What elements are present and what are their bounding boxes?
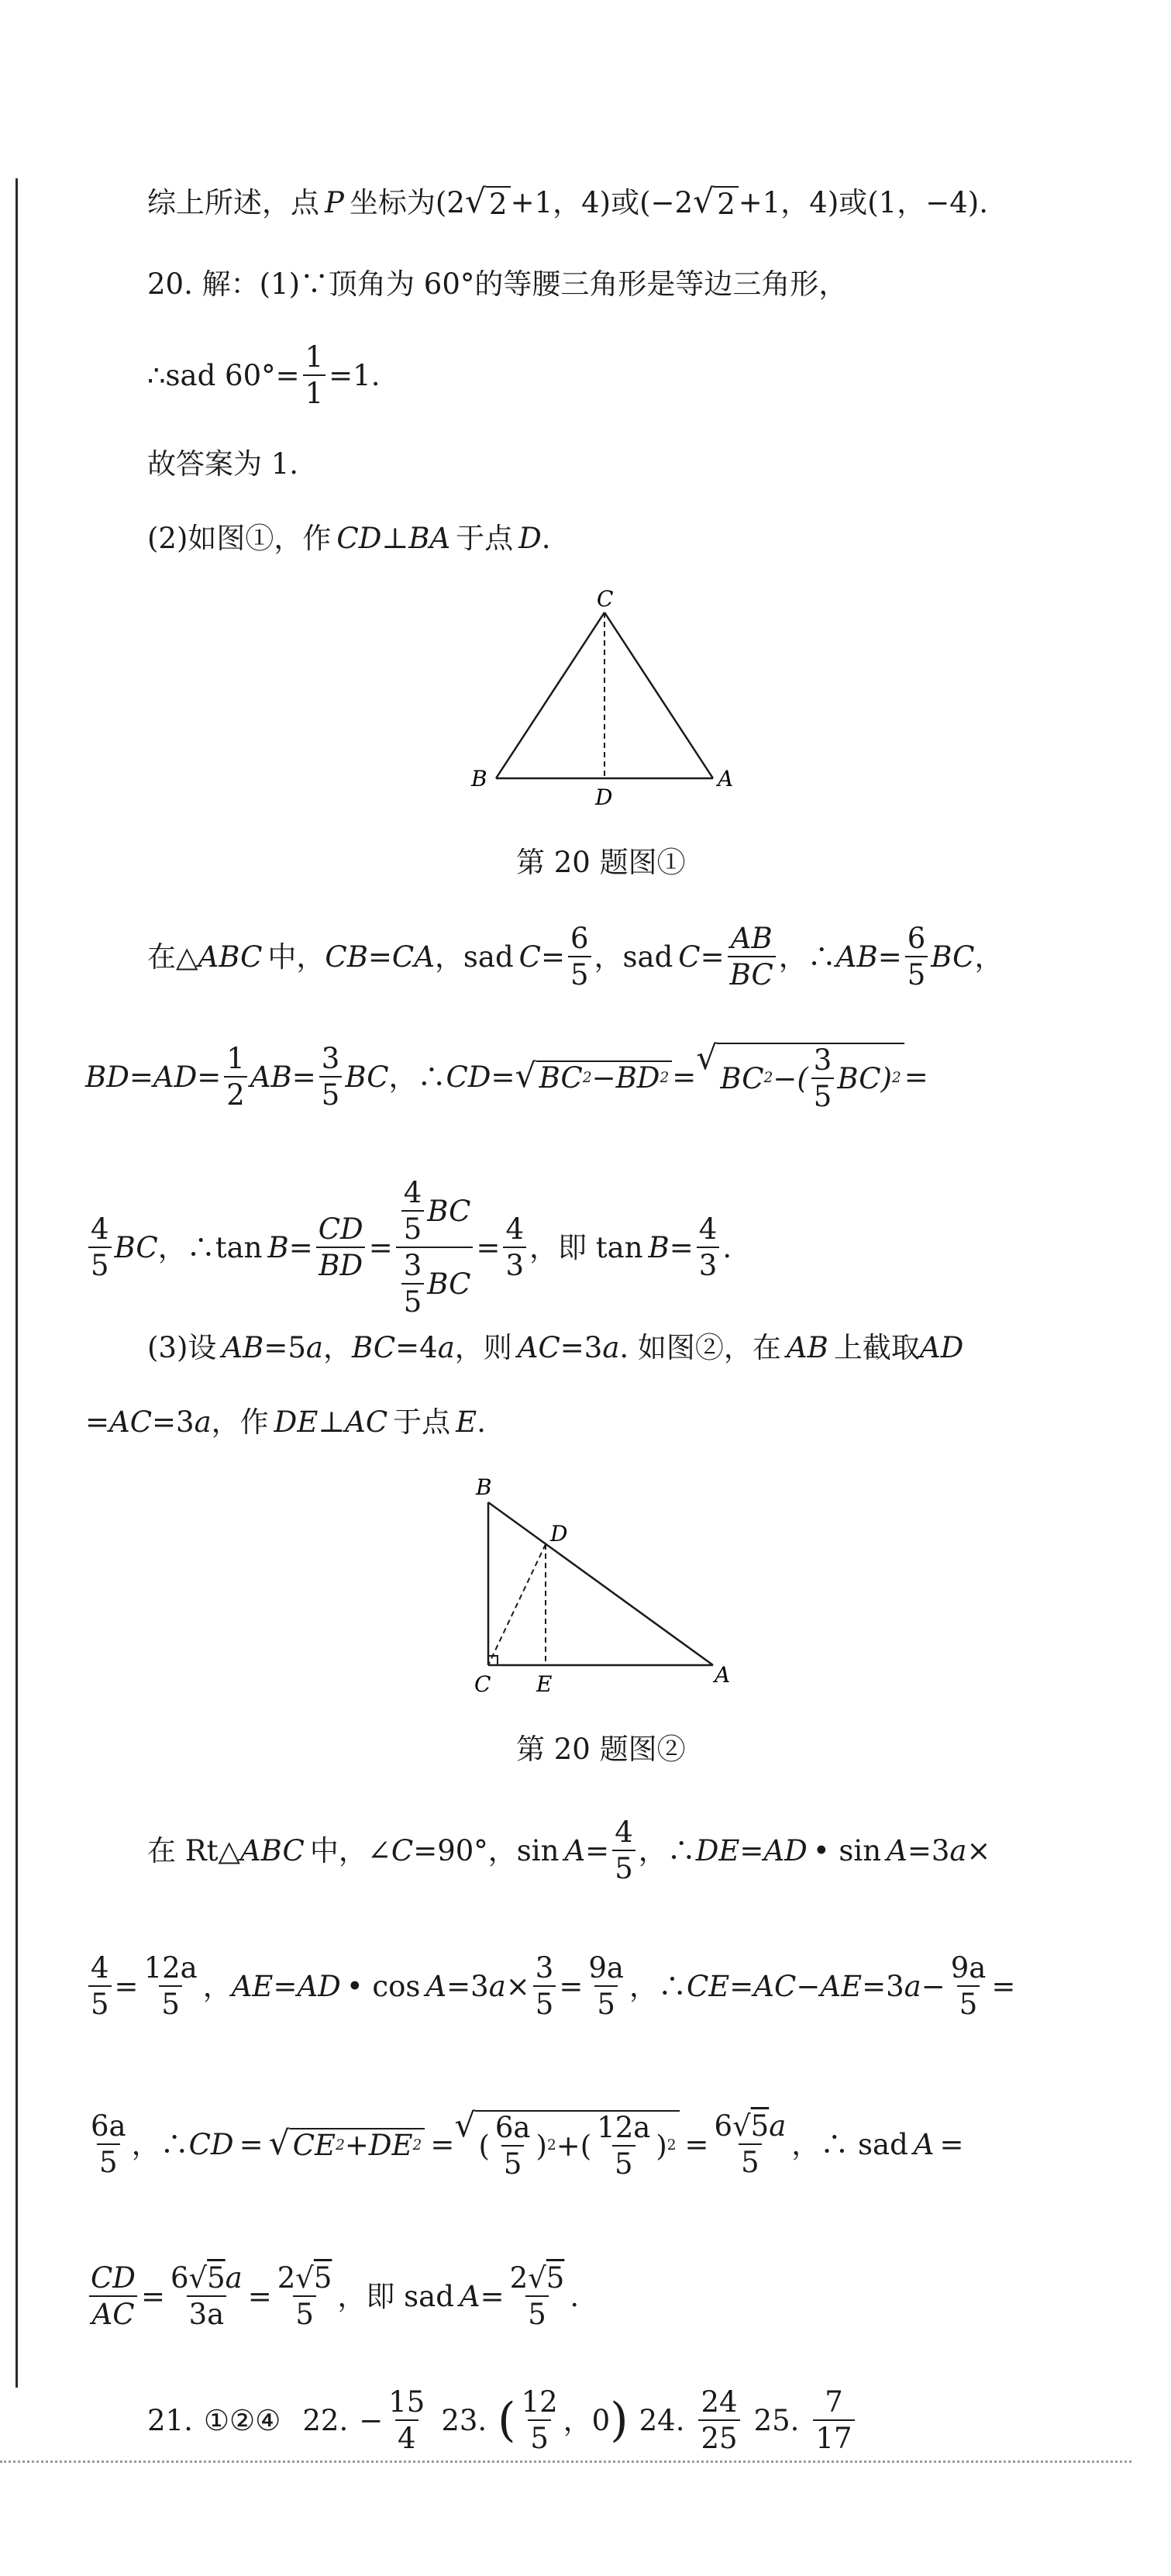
text: (3)设 — [147, 1331, 217, 1364]
text: =3 — [446, 1969, 489, 2003]
label-c: C — [597, 589, 614, 612]
fraction: $\frac{6}{5}$ — [905, 924, 928, 989]
fraction: $\frac{12a}{5}$ — [143, 1951, 198, 2021]
figure-2-right-triangle — [465, 1473, 744, 1705]
text: = — [877, 940, 902, 974]
text: B — [267, 1230, 289, 1264]
label-a: A — [718, 766, 734, 791]
fraction: $\frac{9a}{5}$ — [950, 1951, 987, 2021]
text: 于点 — [393, 1405, 451, 1439]
text: CB — [325, 940, 368, 974]
text: BC — [114, 1230, 158, 1264]
text: ， — [974, 940, 1004, 974]
conclusion-line — [147, 183, 988, 221]
left-margin-line — [15, 178, 18, 2388]
text: =90°，sin — [413, 1833, 560, 1867]
text: = — [430, 2127, 455, 2161]
text: = — [939, 2127, 964, 2161]
text: A — [887, 1833, 908, 1867]
text: = — [197, 1060, 222, 1094]
sad60-line — [147, 340, 381, 410]
label-b: B — [476, 1474, 492, 1500]
text: ，∴ — [629, 1969, 687, 2003]
text: BC — [931, 940, 975, 974]
answer-line — [147, 447, 299, 481]
q22-answer: $\frac{15}{4}$ — [388, 2385, 425, 2455]
text: ，0 — [563, 2403, 611, 2437]
text: . — [541, 522, 551, 555]
text: a — [488, 1969, 506, 2003]
text: AB — [786, 1331, 828, 1364]
fraction: $\frac{4}{5}$ — [88, 1954, 112, 2019]
text: 在 Rt△ — [147, 1833, 240, 1867]
text: AD — [919, 1331, 964, 1364]
text: = — [904, 1060, 928, 1094]
text: = — [273, 1969, 298, 2003]
text: CD — [188, 2127, 234, 2161]
text: = — [684, 2127, 709, 2161]
q22-sign: − — [359, 2403, 384, 2437]
text: ，即 sad — [337, 2279, 454, 2313]
text: =3 — [862, 1969, 904, 2003]
text: • sin — [812, 1833, 882, 1867]
text: (2)如图①，作 — [147, 522, 332, 555]
label-d: D — [550, 1521, 568, 1547]
text: = — [85, 1405, 110, 1439]
text: . — [477, 1405, 486, 1439]
label-d: D — [595, 785, 613, 810]
q23-answer: $\frac{12}{5}$ — [521, 2385, 558, 2455]
fraction: $\frac{9a}{5}$ — [588, 1951, 624, 2021]
text: 中， — [267, 940, 325, 974]
text: +1，4)或(1，−4). — [738, 185, 988, 219]
compound-fraction: $\frac{4}{5}$ BC $\frac{3}{5}$ BC — [396, 1178, 474, 1316]
text: =4 — [395, 1331, 438, 1364]
text: ，∴ — [388, 1060, 446, 1094]
sqrt: √ ( $\frac{6a}{5}$ ) 2 + ( $\frac{12a}{5}$ ) 2 — [454, 2110, 679, 2178]
text: × — [505, 1969, 530, 2003]
tan-b-line — [85, 1176, 732, 1319]
q21-answer: ①②④ — [203, 2403, 281, 2437]
text: = — [367, 940, 392, 974]
text: ABC — [198, 940, 263, 974]
text: AE — [820, 1969, 863, 2003]
text: AC — [517, 1331, 560, 1364]
figure-1-caption: 第 20 题图① — [516, 846, 686, 879]
text: C — [518, 940, 541, 974]
text: = — [288, 1230, 313, 1264]
fraction: $\frac{CD}{AC}$ — [91, 2261, 136, 2331]
text: − — [921, 1969, 945, 2003]
text: 综上所述，点 — [147, 185, 319, 219]
text: BC — [351, 1331, 396, 1364]
text: = — [291, 1060, 316, 1094]
sad-c-line — [147, 924, 1003, 989]
text: ，∴ — [778, 940, 836, 974]
cd-line — [85, 1040, 928, 1113]
text: ，sad — [434, 940, 514, 974]
text: a — [949, 1833, 967, 1867]
text: ，∴ sad — [791, 2127, 908, 2161]
label-a: A — [715, 1662, 731, 1688]
ce-line — [85, 1951, 1016, 2021]
text: . — [722, 1230, 732, 1264]
q23-label: 23. — [441, 2403, 487, 2437]
text: = — [700, 940, 725, 974]
text: = — [669, 1230, 694, 1264]
text: × — [966, 1833, 991, 1867]
text: CA — [391, 940, 435, 974]
label-e: E — [536, 1671, 553, 1697]
text: AD — [763, 1833, 808, 1867]
text: = — [540, 940, 565, 974]
text: = — [247, 2279, 272, 2313]
bottom-dotted-rule — [0, 2460, 1131, 2463]
compound-fraction: $\frac{6√5a}{3a}$ — [170, 2261, 243, 2331]
text: − — [796, 1969, 821, 2003]
text: 20. 解：(1)∵顶角为 60°的等腰三角形是等边三角形， — [147, 267, 848, 301]
q24-label: 24. — [639, 2403, 685, 2437]
text: AB — [250, 1060, 292, 1094]
fraction: $\frac{1}{2}$ — [224, 1044, 247, 1109]
part3-line-2 — [85, 1405, 486, 1439]
text: = — [114, 1969, 139, 2003]
text: ∴sad 60°= — [147, 358, 300, 392]
fraction: $\frac{2√5}{5}$ — [277, 2261, 332, 2331]
sqrt: √ 2 — [693, 186, 739, 219]
fraction: $\frac{6a}{5}$ — [91, 2109, 126, 2179]
text: a — [305, 1331, 323, 1364]
fraction: $\frac{2√5}{5}$ — [509, 2261, 565, 2331]
text: ，作 — [211, 1405, 269, 1439]
text: ， — [322, 1331, 352, 1364]
fraction: $\frac{4}{5}$ — [88, 1215, 112, 1280]
figure-1-triangle — [457, 589, 736, 814]
text: 上截取 — [833, 1331, 920, 1364]
text: . — [570, 2279, 580, 2313]
text: =5 — [263, 1331, 306, 1364]
q24-answer: $\frac{24}{25}$ — [698, 2388, 739, 2453]
text: = — [739, 1833, 764, 1867]
text: +1，4)或(−2 — [510, 185, 694, 219]
text: 在△ — [147, 940, 198, 974]
q22-label: 22. — [302, 2403, 349, 2437]
fraction: $\frac{4}{3}$ — [697, 1215, 720, 1280]
text: 于点 — [456, 522, 514, 555]
text: DE — [274, 1405, 319, 1439]
text: = — [368, 1230, 393, 1264]
text: A — [459, 2279, 480, 2313]
text: . 如图②，在 — [619, 1331, 781, 1364]
text: CE — [686, 1969, 730, 2003]
text: =1. — [329, 358, 381, 392]
text: AD — [297, 1969, 341, 2003]
fraction: $\frac{3}{5}$ — [533, 1954, 556, 2019]
text: ⊥ — [381, 522, 409, 555]
text: = — [559, 1969, 584, 2003]
sad-a-line — [85, 2261, 580, 2331]
text: = — [991, 1969, 1016, 2003]
text: =3 — [152, 1405, 195, 1439]
text: AD — [153, 1060, 198, 1094]
text: C — [678, 940, 701, 974]
text: A — [425, 1969, 447, 2003]
text: = — [129, 1060, 153, 1094]
text: a — [194, 1405, 212, 1439]
text: ，sad — [594, 940, 673, 974]
text: = — [239, 2127, 263, 2161]
text: AE — [231, 1969, 274, 2003]
text: = — [585, 1833, 610, 1867]
text: a — [602, 1331, 620, 1364]
sin-a-line — [147, 1818, 990, 1883]
text: 故答案为 1. — [147, 447, 299, 481]
text: BC — [345, 1060, 389, 1094]
text: 坐标为(2 — [349, 185, 465, 219]
text: A — [564, 1833, 586, 1867]
fraction: $\frac{CD}{BD}$ — [316, 1215, 366, 1280]
fraction: $\frac{6√5a}{5}$ — [714, 2109, 787, 2179]
q25-answer: $\frac{7}{17}$ — [813, 2388, 854, 2453]
text: 中，∠ — [309, 1833, 391, 1867]
figure-2-caption: 第 20 题图② — [516, 1733, 686, 1766]
text: a — [904, 1969, 921, 2003]
text: =3 — [907, 1833, 950, 1867]
text: AB — [222, 1331, 264, 1364]
q25-label: 25. — [753, 2403, 800, 2437]
fraction: $\frac{AB}{BC}$ — [728, 924, 776, 989]
text: ， — [202, 1969, 232, 2003]
text: ，则 — [454, 1331, 512, 1364]
cd-sqrt-line — [85, 2107, 964, 2181]
text: BA — [408, 522, 451, 555]
label-b: B — [471, 766, 487, 791]
text: AC — [109, 1405, 153, 1439]
text: E — [456, 1405, 477, 1439]
part2-line — [147, 524, 551, 553]
part3-line — [147, 1333, 963, 1362]
q20-intro — [147, 267, 848, 301]
text: ⊥ — [318, 1405, 346, 1439]
point-p: P — [325, 185, 344, 219]
text: BD — [85, 1060, 129, 1094]
text: ，即 tan — [529, 1230, 643, 1264]
text: a — [437, 1331, 455, 1364]
text: AC — [345, 1405, 388, 1439]
text: D — [518, 522, 542, 555]
q21-label: 21. — [147, 2403, 193, 2437]
fraction: $\frac{3}{5}$ — [319, 1044, 343, 1109]
text: = — [140, 2279, 165, 2313]
text: ABC — [239, 1833, 305, 1867]
text: = — [729, 1969, 754, 2003]
label-c: C — [474, 1671, 491, 1697]
text: =3 — [560, 1331, 603, 1364]
fraction: $\frac{4}{5}$ — [612, 1818, 635, 1883]
text: • cos — [346, 1969, 421, 2003]
text: ，∴ — [131, 2127, 189, 2161]
text: DE — [695, 1833, 740, 1867]
sqrt: √ BC 2 −BD 2 — [515, 1060, 673, 1094]
text: = — [476, 1230, 501, 1264]
text: C — [391, 1833, 414, 1867]
text: = — [672, 1060, 697, 1094]
sqrt: √ BC 2 −( $\frac{3}{5}$ BC) 2 — [696, 1043, 904, 1111]
fraction: $\frac{1}{1}$ — [303, 343, 326, 408]
answers-21-25: 21. ①②④ 22. − $\frac{15}{4}$ 23. ( $\frac{12}{5}$ ，0 ) 24. $\frac{24}{25}$ 25. $\frac{7}{17}$ — [147, 2388, 858, 2453]
text: CD — [446, 1060, 491, 1094]
text: = — [480, 2279, 505, 2313]
text: A — [913, 2127, 935, 2161]
text: ，∴ — [638, 1833, 696, 1867]
fraction: $\frac{4}{3}$ — [503, 1215, 526, 1280]
text: B — [648, 1230, 670, 1264]
text: AC — [753, 1969, 797, 2003]
text: = — [491, 1060, 515, 1094]
fraction: $\frac{6}{5}$ — [568, 924, 591, 989]
text: AB — [835, 940, 878, 974]
text: ，∴tan — [157, 1230, 263, 1264]
sqrt: √ CE 2 +DE 2 — [269, 2128, 425, 2161]
text: CD — [336, 522, 382, 555]
sqrt: √ 2 — [465, 186, 511, 219]
